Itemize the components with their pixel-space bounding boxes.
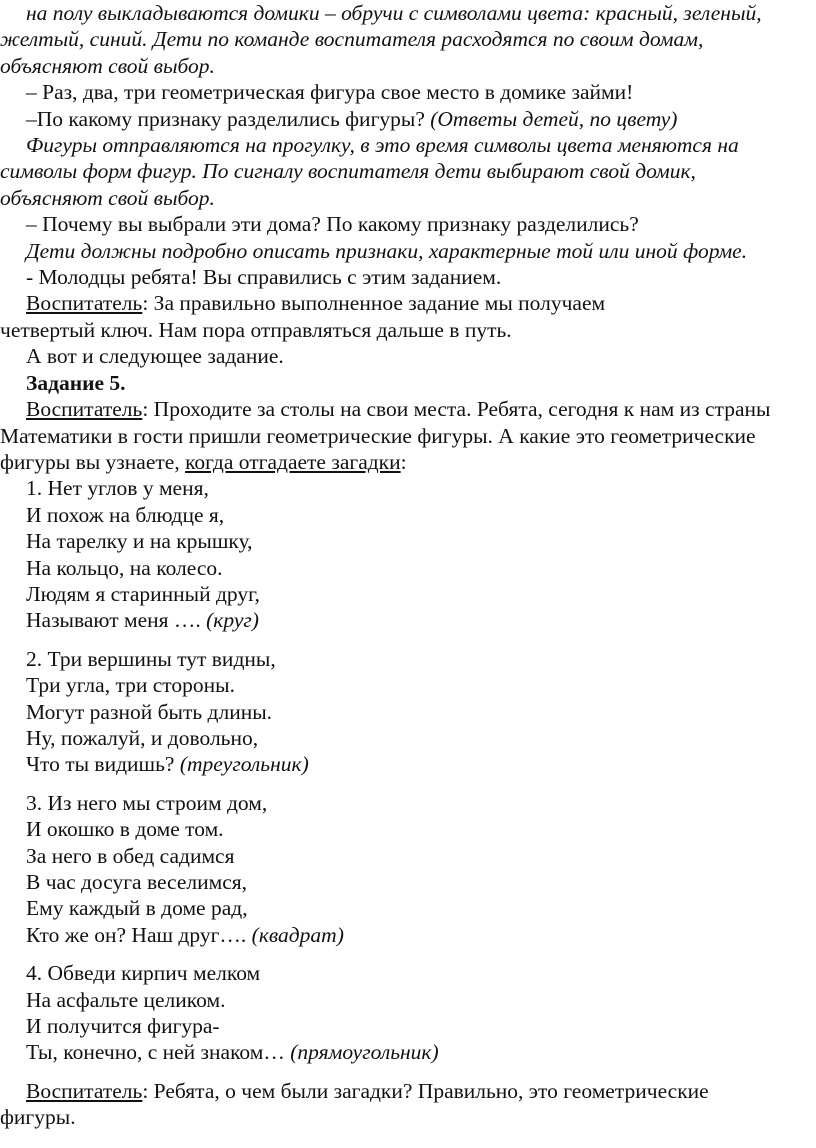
riddle-line: Людям я старинный друг, bbox=[26, 581, 260, 606]
riddle-line: И похож на блюдце я, bbox=[26, 502, 225, 527]
riddle-last-line bbox=[0, 922, 786, 948]
command-line: – Раз, два, три геометрическая фигура свое место в домике займи! bbox=[26, 80, 634, 105]
riddle-line: На тарелку и на крышку, bbox=[26, 529, 253, 554]
riddle-line: И окошко в доме том. bbox=[26, 817, 224, 842]
riddle-4 bbox=[0, 960, 786, 1066]
final-text: Ребята, о чем были загадки? Правильно, это геометрические фигуры. bbox=[0, 1078, 709, 1130]
riddle-line: Три угла, три стороны. bbox=[26, 673, 235, 698]
teacher-label: Воспитатель bbox=[26, 1078, 143, 1103]
praise-line: - Молодцы ребята! Вы справились с этим заданием. bbox=[26, 265, 502, 290]
question-answer: (Ответы детей, по цвету) bbox=[430, 106, 678, 131]
teacher-paragraph-1 bbox=[0, 290, 786, 316]
riddle-line: Могут разной быть длины. bbox=[26, 699, 273, 724]
riddle-last-line bbox=[0, 751, 786, 777]
riddle-answer: (треугольник) bbox=[179, 752, 309, 777]
teacher-label: Воспитатель bbox=[26, 291, 143, 316]
riddle-answer: (круг) bbox=[206, 608, 259, 633]
riddle-line: Ему каждый в доме рад, bbox=[26, 896, 248, 921]
question-text: –По какому признаку разделились фигуры? bbox=[26, 106, 425, 131]
intro-instruction: на полу выкладываются домики – обручи с символами цвета: красный, зеленый, желтый, синий. Дети по команде воспитателя расходятся по своим домам, объясняют свой выбор. bbox=[0, 1, 762, 78]
riddle-3 bbox=[0, 790, 786, 948]
riddle-line: На асфальте целиком. bbox=[26, 987, 226, 1012]
instruction-walk: Фигуры отправляются на прогулку, в это время символы цвета меняются на символы форм фигур. По сигналу воспитателя дети выбирают свой домик, объясняют свой выбор. bbox=[0, 133, 739, 210]
next-task-line: А вот и следующее задание. bbox=[26, 344, 284, 369]
final-paragraph bbox=[0, 1078, 786, 1131]
teacher-text: Проходите за столы на свои места. Ребята, сегодня к нам из страны Математики в гости пришли геометрические фигуры. А какие это геометрические фигуры вы узнаете, bbox=[0, 397, 771, 474]
riddle-last-line bbox=[0, 607, 786, 633]
riddle-2 bbox=[0, 646, 786, 778]
teacher-text-end: : bbox=[400, 449, 407, 474]
riddle-answer: (квадрат) bbox=[251, 922, 344, 947]
riddle-last-text: Ты, конечно, с ней знаком… bbox=[26, 1040, 291, 1065]
teacher-paragraph-1-continuation: четвертый ключ. Нам пора отправляться дальше в путь. bbox=[0, 317, 512, 342]
question-paragraph bbox=[0, 106, 786, 132]
riddle-line: 2. Три вершины тут видны, bbox=[26, 646, 276, 671]
riddle-line: 4. Обведи кирпич мелком bbox=[26, 961, 261, 986]
riddle-line: 3. Из него мы строим дом, bbox=[26, 790, 268, 815]
question-houses: – Почему вы выбрали эти дома? По какому признаку разделились? bbox=[26, 212, 639, 237]
instruction-describe: Дети должны подробно описать признаки, характерные той или иной форме. bbox=[26, 238, 748, 263]
riddles-link-text: когда отгадаете загадки bbox=[185, 449, 401, 474]
riddle-last-text: Что ты видишь? bbox=[26, 752, 180, 777]
teacher-label: Воспитатель bbox=[26, 397, 143, 422]
riddle-line: 1. Нет углов у меня, bbox=[26, 476, 209, 501]
teacher-colon: : bbox=[142, 291, 149, 316]
teacher-paragraph-2 bbox=[0, 396, 786, 475]
riddle-last-text: Кто же он? Наш друг…. bbox=[26, 922, 252, 947]
riddle-line: За него в обед садимся bbox=[26, 843, 235, 868]
teacher-text: За правильно выполненное задание мы получаем bbox=[148, 291, 606, 316]
riddle-last-line bbox=[0, 1039, 786, 1065]
teacher-colon: : bbox=[142, 1078, 149, 1103]
riddle-line: На кольцо, на колесо. bbox=[26, 555, 223, 580]
riddle-line: В час досуга веселимся, bbox=[26, 870, 248, 894]
riddle-line: Ну, пожалуй, и довольно, bbox=[26, 725, 259, 750]
riddle-line: И получится фигура- bbox=[26, 1014, 220, 1039]
task-heading: Задание 5. bbox=[26, 370, 126, 395]
teacher-colon: : bbox=[142, 397, 149, 422]
riddle-answer: (прямоугольник) bbox=[290, 1040, 439, 1065]
riddle-1 bbox=[0, 475, 786, 633]
riddle-last-text: Называют меня …. bbox=[26, 608, 207, 633]
